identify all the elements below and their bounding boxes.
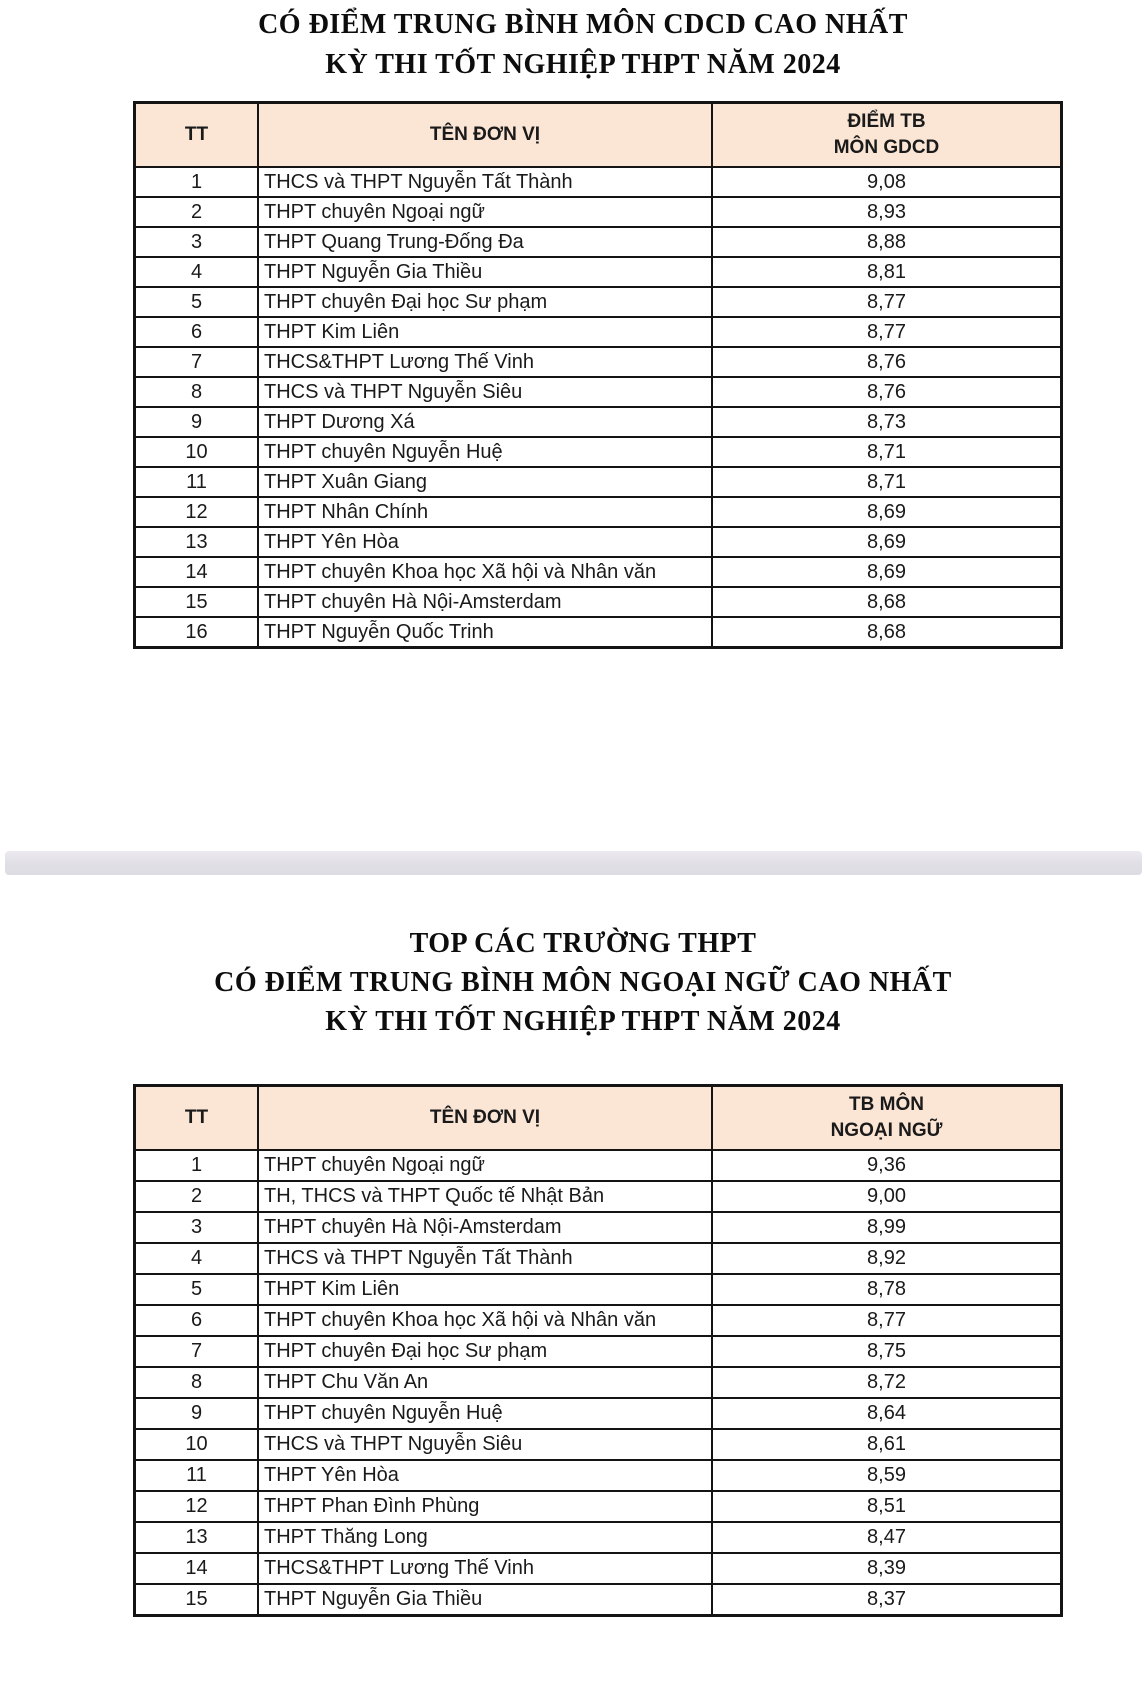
- header-score-line-1: TB MÔN: [849, 1094, 924, 1115]
- school-name-cell: THPT Kim Liên: [258, 317, 712, 347]
- gdcd-table-body: [135, 167, 1062, 648]
- header-row: [135, 103, 1062, 168]
- score-value-cell: 8,69: [712, 557, 1062, 587]
- row-index-cell: 14: [135, 557, 259, 587]
- school-name-cell: THPT chuyên Ngoại ngữ: [258, 197, 712, 227]
- row-index-cell: 7: [135, 1336, 259, 1367]
- table-row: [135, 587, 1062, 617]
- score-value-cell: 8,88: [712, 227, 1062, 257]
- table-row: [135, 1429, 1062, 1460]
- table-row: [135, 377, 1062, 407]
- score-value-cell: 8,61: [712, 1429, 1062, 1460]
- score-value-cell: 8,59: [712, 1460, 1062, 1491]
- row-index-cell: 11: [135, 467, 259, 497]
- school-name-cell: THPT Nguyễn Quốc Trinh: [258, 617, 712, 648]
- school-name-cell: THCS và THPT Nguyễn Siêu: [258, 1429, 712, 1460]
- school-name-cell: THCS&THPT Lương Thế Vinh: [258, 347, 712, 377]
- table-row: [135, 1553, 1062, 1584]
- score-value-cell: 8,81: [712, 257, 1062, 287]
- table-row: [135, 317, 1062, 347]
- table-row: [135, 497, 1062, 527]
- school-name-cell: THPT chuyên Nguyễn Huệ: [258, 1398, 712, 1429]
- score-value-cell: 8,64: [712, 1398, 1062, 1429]
- gdcd-table-header: [135, 103, 1062, 168]
- table-row: [135, 437, 1062, 467]
- score-value-cell: 8,78: [712, 1274, 1062, 1305]
- table-row: [135, 1367, 1062, 1398]
- school-name-cell: THCS và THPT Nguyễn Tất Thành: [258, 167, 712, 197]
- row-index-cell: 10: [135, 437, 259, 467]
- row-index-cell: 4: [135, 257, 259, 287]
- row-index-cell: 3: [135, 227, 259, 257]
- school-name-cell: THPT Kim Liên: [258, 1274, 712, 1305]
- table-row: [135, 467, 1062, 497]
- table-row: [135, 347, 1062, 377]
- header-cell-name: TÊN ĐƠN VỊ: [258, 103, 712, 168]
- school-name-cell: THPT Chu Văn An: [258, 1367, 712, 1398]
- score-value-cell: 8,99: [712, 1212, 1062, 1243]
- row-index-cell: 16: [135, 617, 259, 648]
- table-row: [135, 527, 1062, 557]
- school-name-cell: THPT Nguyễn Gia Thiều: [258, 257, 712, 287]
- row-index-cell: 6: [135, 317, 259, 347]
- header-cell-score: [712, 1086, 1062, 1151]
- score-value-cell: 8,37: [712, 1584, 1062, 1616]
- score-value-cell: 8,71: [712, 467, 1062, 497]
- header-score-line-1: ĐIỂM TB: [847, 111, 926, 132]
- row-index-cell: 4: [135, 1243, 259, 1274]
- row-index-cell: 13: [135, 1522, 259, 1553]
- section1-title-line-1: CÓ ĐIỂM TRUNG BÌNH MÔN CDCD CAO NHẤT: [258, 9, 908, 40]
- table-row: [135, 197, 1062, 227]
- section2-title-line-2: CÓ ĐIỂM TRUNG BÌNH MÔN NGOẠI NGỮ CAO NHẤT: [214, 967, 952, 998]
- row-index-cell: 8: [135, 1367, 259, 1398]
- score-value-cell: 8,77: [712, 317, 1062, 347]
- foreign-language-table-body: [135, 1150, 1062, 1616]
- table-row: [135, 1305, 1062, 1336]
- school-name-cell: THPT chuyên Hà Nội-Amsterdam: [258, 587, 712, 617]
- row-index-cell: 1: [135, 1150, 259, 1181]
- score-value-cell: 8,68: [712, 617, 1062, 648]
- school-name-cell: THPT chuyên Đại học Sư phạm: [258, 1336, 712, 1367]
- table-row: [135, 167, 1062, 197]
- school-name-cell: THPT Quang Trung-Đống Đa: [258, 227, 712, 257]
- score-value-cell: 9,00: [712, 1181, 1062, 1212]
- school-name-cell: THPT Phan Đình Phùng: [258, 1491, 712, 1522]
- school-name-cell: THCS và THPT Nguyễn Tất Thành: [258, 1243, 712, 1274]
- school-name-cell: THPT Yên Hòa: [258, 527, 712, 557]
- header-score-line-2: MÔN GDCD: [833, 137, 940, 158]
- row-index-cell: 6: [135, 1305, 259, 1336]
- table-row: [135, 617, 1062, 648]
- score-value-cell: 8,69: [712, 527, 1062, 557]
- score-value-cell: 8,77: [712, 287, 1062, 317]
- row-index-cell: 7: [135, 347, 259, 377]
- school-name-cell: THPT chuyên Hà Nội-Amsterdam: [258, 1212, 712, 1243]
- score-value-cell: 9,36: [712, 1150, 1062, 1181]
- score-value-cell: 8,73: [712, 407, 1062, 437]
- school-name-cell: THPT chuyên Nguyễn Huệ: [258, 437, 712, 467]
- school-name-cell: THPT Yên Hòa: [258, 1460, 712, 1491]
- score-value-cell: 8,93: [712, 197, 1062, 227]
- row-index-cell: 9: [135, 1398, 259, 1429]
- school-name-cell: THPT chuyên Khoa học Xã hội và Nhân văn: [258, 1305, 712, 1336]
- table-row: [135, 1398, 1062, 1429]
- school-name-cell: THPT Nhân Chính: [258, 497, 712, 527]
- section2-title-line-3: KỲ THI TỐT NGHIỆP THPT NĂM 2024: [325, 1006, 841, 1037]
- score-value-cell: 8,71: [712, 437, 1062, 467]
- header-row: [135, 1086, 1062, 1151]
- row-index-cell: 12: [135, 1491, 259, 1522]
- table-row: [135, 1522, 1062, 1553]
- score-value-cell: 8,39: [712, 1553, 1062, 1584]
- section1-title: [120, 0, 1046, 85]
- school-name-cell: THPT Xuân Giang: [258, 467, 712, 497]
- header-score-line-2: NGOẠI NGỮ: [830, 1120, 943, 1141]
- score-value-cell: 8,72: [712, 1367, 1062, 1398]
- row-index-cell: 13: [135, 527, 259, 557]
- school-name-cell: THPT chuyên Đại học Sư phạm: [258, 287, 712, 317]
- school-name-cell: TH, THCS và THPT Quốc tế Nhật Bản: [258, 1181, 712, 1212]
- row-index-cell: 8: [135, 377, 259, 407]
- row-index-cell: 2: [135, 197, 259, 227]
- header-cell-score: [712, 103, 1062, 168]
- foreign-language-score-table: [133, 1084, 1063, 1617]
- table-row: [135, 1491, 1062, 1522]
- table-row: [135, 287, 1062, 317]
- table-row: [135, 227, 1062, 257]
- score-value-cell: 9,08: [712, 167, 1062, 197]
- section2-title: [120, 924, 1046, 1041]
- section-divider: [5, 851, 1142, 875]
- table-row: [135, 1150, 1062, 1181]
- score-value-cell: 8,77: [712, 1305, 1062, 1336]
- row-index-cell: 2: [135, 1181, 259, 1212]
- row-index-cell: 3: [135, 1212, 259, 1243]
- score-value-cell: 8,75: [712, 1336, 1062, 1367]
- gdcd-score-table: [133, 101, 1063, 649]
- row-index-cell: 11: [135, 1460, 259, 1491]
- foreign-language-table-header: [135, 1086, 1062, 1151]
- school-name-cell: THPT Nguyễn Gia Thiều: [258, 1584, 712, 1616]
- school-name-cell: THCS và THPT Nguyễn Siêu: [258, 377, 712, 407]
- school-name-cell: THPT Dương Xá: [258, 407, 712, 437]
- school-name-cell: THCS&THPT Lương Thế Vinh: [258, 1553, 712, 1584]
- row-index-cell: 12: [135, 497, 259, 527]
- header-cell-tt: TT: [135, 103, 259, 168]
- table-row: [135, 257, 1062, 287]
- row-index-cell: 5: [135, 1274, 259, 1305]
- score-value-cell: 8,92: [712, 1243, 1062, 1274]
- score-value-cell: 8,68: [712, 587, 1062, 617]
- score-value-cell: 8,76: [712, 347, 1062, 377]
- table-row: [135, 1460, 1062, 1491]
- school-name-cell: THPT chuyên Ngoại ngữ: [258, 1150, 712, 1181]
- score-value-cell: 8,69: [712, 497, 1062, 527]
- header-cell-tt: TT: [135, 1086, 259, 1151]
- table-row: [135, 1243, 1062, 1274]
- table-row: [135, 407, 1062, 437]
- score-value-cell: 8,51: [712, 1491, 1062, 1522]
- score-value-cell: 8,76: [712, 377, 1062, 407]
- school-name-cell: THPT chuyên Khoa học Xã hội và Nhân văn: [258, 557, 712, 587]
- row-index-cell: 14: [135, 1553, 259, 1584]
- score-value-cell: 8,47: [712, 1522, 1062, 1553]
- table-row: [135, 1274, 1062, 1305]
- table-row: [135, 557, 1062, 587]
- school-name-cell: THPT Thăng Long: [258, 1522, 712, 1553]
- row-index-cell: 10: [135, 1429, 259, 1460]
- row-index-cell: 9: [135, 407, 259, 437]
- row-index-cell: 15: [135, 1584, 259, 1616]
- table-row: [135, 1212, 1062, 1243]
- table-row: [135, 1584, 1062, 1616]
- section2-title-line-1: TOP CÁC TRƯỜNG THPT: [409, 928, 757, 959]
- table-row: [135, 1336, 1062, 1367]
- section1-title-line-2: KỲ THI TỐT NGHIỆP THPT NĂM 2024: [325, 49, 841, 80]
- row-index-cell: 1: [135, 167, 259, 197]
- row-index-cell: 5: [135, 287, 259, 317]
- row-index-cell: 15: [135, 587, 259, 617]
- table-row: [135, 1181, 1062, 1212]
- header-cell-name: TÊN ĐƠN VỊ: [258, 1086, 712, 1151]
